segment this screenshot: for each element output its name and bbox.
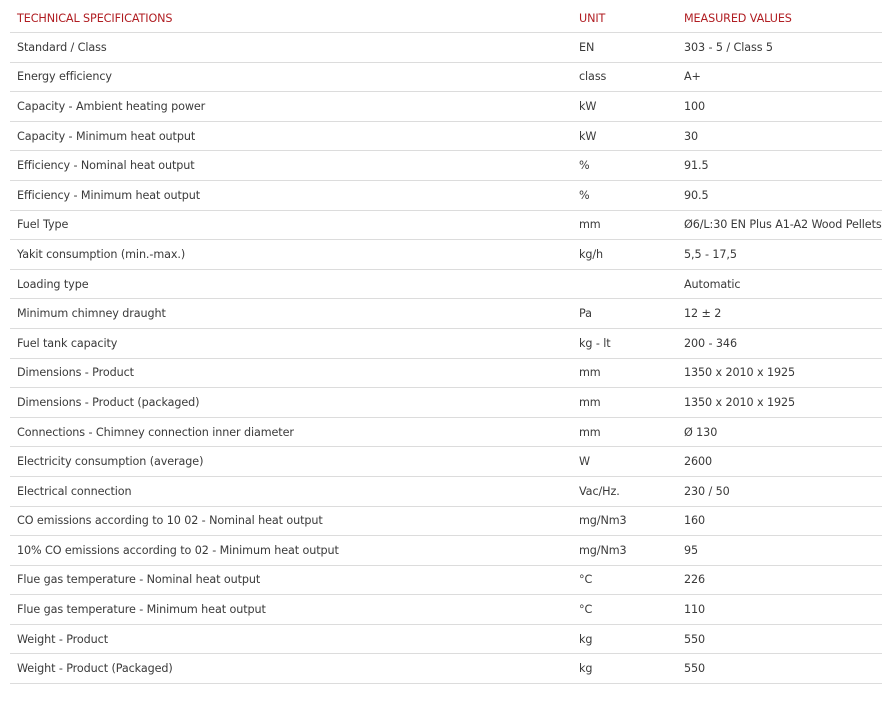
value-cell: 160 <box>677 506 882 536</box>
table-row <box>10 269 882 299</box>
unit-cell: class <box>572 62 677 92</box>
value-cell: 110 <box>677 595 882 625</box>
spec-cell: Standard / Class <box>10 33 572 63</box>
table-row <box>10 388 882 418</box>
spec-cell: Loading type <box>10 269 572 299</box>
unit-cell: mm <box>572 210 677 240</box>
spec-cell: Electrical connection <box>10 476 572 506</box>
unit-cell: kW <box>572 121 677 151</box>
value-cell: 2600 <box>677 447 882 477</box>
spec-cell: Yakit consumption (min.-max.) <box>10 240 572 270</box>
value-cell: Automatic <box>677 269 882 299</box>
value-cell: 100 <box>677 92 882 122</box>
value-cell: Ø6/L:30 EN Plus A1-A2 Wood Pellets <box>677 210 882 240</box>
header-unit: UNIT <box>572 4 677 33</box>
value-cell: A+ <box>677 62 882 92</box>
table-row <box>10 240 882 270</box>
value-cell: 12 ± 2 <box>677 299 882 329</box>
table-row <box>10 121 882 151</box>
table-row <box>10 92 882 122</box>
table-row <box>10 565 882 595</box>
spec-cell: Efficiency - Minimum heat output <box>10 180 572 210</box>
spec-cell: Capacity - Minimum heat output <box>10 121 572 151</box>
unit-cell: °C <box>572 565 677 595</box>
spec-cell: Energy efficiency <box>10 62 572 92</box>
spec-cell: Dimensions - Product <box>10 358 572 388</box>
spec-cell: Flue gas temperature - Nominal heat output <box>10 565 572 595</box>
unit-cell: °C <box>572 595 677 625</box>
value-cell: 1350 x 2010 x 1925 <box>677 358 882 388</box>
table-row <box>10 151 882 181</box>
unit-cell <box>572 269 677 299</box>
table-row <box>10 506 882 536</box>
table-row <box>10 536 882 566</box>
unit-cell: W <box>572 447 677 477</box>
spec-cell: Weight - Product <box>10 624 572 654</box>
table-row <box>10 447 882 477</box>
unit-cell: kg <box>572 624 677 654</box>
value-cell: Ø 130 <box>677 417 882 447</box>
spec-table <box>10 4 882 684</box>
unit-cell: mg/Nm3 <box>572 536 677 566</box>
header-value: MEASURED VALUES <box>677 4 882 33</box>
unit-cell: mm <box>572 358 677 388</box>
spec-cell: Fuel Type <box>10 210 572 240</box>
spec-cell: 10% CO emissions according to 02 - Minimum heat output <box>10 536 572 566</box>
table-row <box>10 210 882 240</box>
table-row <box>10 328 882 358</box>
unit-cell: % <box>572 151 677 181</box>
unit-cell: kg - lt <box>572 328 677 358</box>
value-cell: 90.5 <box>677 180 882 210</box>
table-row <box>10 62 882 92</box>
table-row <box>10 476 882 506</box>
value-cell: 550 <box>677 624 882 654</box>
spec-cell: Minimum chimney draught <box>10 299 572 329</box>
value-cell: 550 <box>677 654 882 684</box>
spec-cell: Capacity - Ambient heating power <box>10 92 572 122</box>
value-cell: 230 / 50 <box>677 476 882 506</box>
value-cell: 30 <box>677 121 882 151</box>
spec-cell: Dimensions - Product (packaged) <box>10 388 572 418</box>
table-row <box>10 595 882 625</box>
value-cell: 95 <box>677 536 882 566</box>
value-cell: 5,5 - 17,5 <box>677 240 882 270</box>
spec-cell: Efficiency - Nominal heat output <box>10 151 572 181</box>
spec-cell: CO emissions according to 10 02 - Nominal heat output <box>10 506 572 536</box>
unit-cell: mg/Nm3 <box>572 506 677 536</box>
table-body <box>10 33 882 684</box>
value-cell: 200 - 346 <box>677 328 882 358</box>
table-row <box>10 624 882 654</box>
unit-cell: mm <box>572 417 677 447</box>
header-spec: TECHNICAL SPECIFICATIONS <box>10 4 572 33</box>
unit-cell: kW <box>572 92 677 122</box>
table-row <box>10 299 882 329</box>
table-header-row <box>10 4 882 33</box>
table-row <box>10 654 882 684</box>
unit-cell: Vac/Hz. <box>572 476 677 506</box>
unit-cell: Pa <box>572 299 677 329</box>
spec-cell: Electricity consumption (average) <box>10 447 572 477</box>
table-row <box>10 33 882 63</box>
unit-cell: mm <box>572 388 677 418</box>
value-cell: 226 <box>677 565 882 595</box>
value-cell: 91.5 <box>677 151 882 181</box>
spec-cell: Flue gas temperature - Minimum heat output <box>10 595 572 625</box>
spec-cell: Connections - Chimney connection inner diameter <box>10 417 572 447</box>
unit-cell: kg/h <box>572 240 677 270</box>
spec-cell: Fuel tank capacity <box>10 328 572 358</box>
table-row <box>10 180 882 210</box>
spec-cell: Weight - Product (Packaged) <box>10 654 572 684</box>
table-row <box>10 358 882 388</box>
value-cell: 1350 x 2010 x 1925 <box>677 388 882 418</box>
unit-cell: % <box>572 180 677 210</box>
table-row <box>10 417 882 447</box>
unit-cell: EN <box>572 33 677 63</box>
unit-cell: kg <box>572 654 677 684</box>
value-cell: 303 - 5 / Class 5 <box>677 33 882 63</box>
